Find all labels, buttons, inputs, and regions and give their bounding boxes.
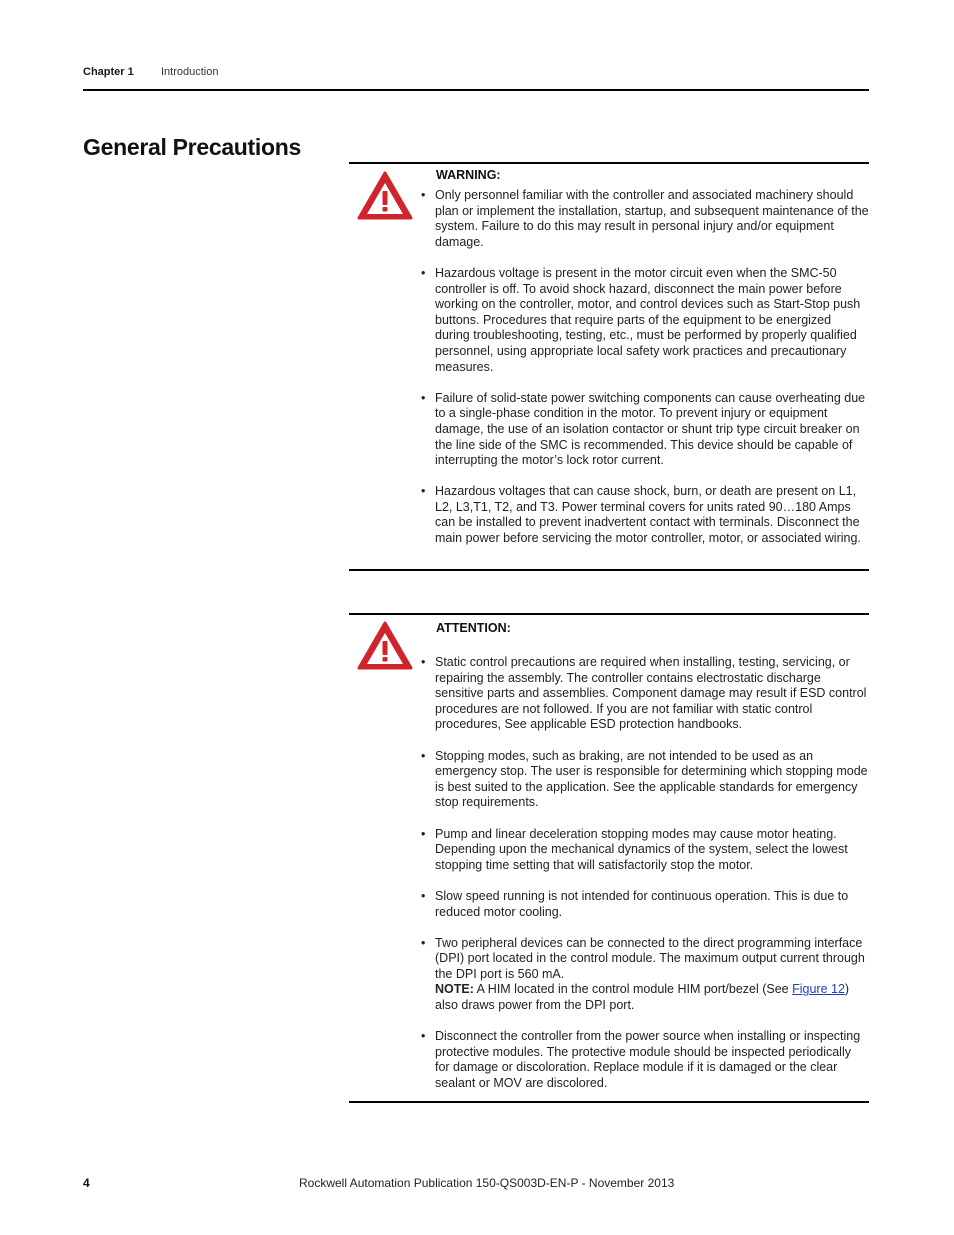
figure-12-link[interactable]: Figure 12: [792, 982, 845, 997]
warning-item: • Only personnel familiar with the controller and associated machinery should plan or implement the installation, startup, and subsequent maintenance of the system. Failure to do this may result in personal injury and/or equipment damage.: [421, 188, 869, 249]
warning-triangle-icon: [357, 170, 413, 222]
note-text: A HIM located in the control module HIM port/bezel (See: [473, 982, 793, 997]
page-number: 4: [83, 1176, 90, 1190]
warning-notice: [349, 162, 869, 571]
note-text-end: ) also draws power from the DPI port.: [435, 982, 850, 1013]
warning-item: • Hazardous voltages that can cause shock, burn, or death are present on L1, L2, L3,T1, T2, and T3. Power terminal covers for units rated 90…180 Amps can be installed to prevent inadvertent contact with terminals. Disconnect the main power before servicing the motor controller, motor, or associated wiring.: [421, 484, 861, 546]
publication-info: Rockwell Automation Publication 150-QS003D-EN-P - November 2013: [299, 1176, 675, 1190]
header-divider: [83, 89, 869, 91]
warning-heading: WARNING:: [436, 168, 501, 182]
warning-item: • Hazardous voltage is present in the motor circuit even when the SMC-50 controller is off. To avoid shock hazard, disconnect the main power before working on the controller, motor, and control devices such as Start-Stop push buttons. Procedures that require parts of the equipment to be energized during troubleshooting, testing, etc., must be performed by properly qualified personnel, using appropriate local safety work practices and precautionary measures.: [421, 265, 861, 374]
attention-item: • Disconnect the controller from the power source when installing or inspecting protective modules. The protective module should be inspected periodically for damage or discoloration. Replace module if it is damaged or the clear sealant or MOV are discolored.: [421, 1029, 861, 1091]
attention-heading: ATTENTION:: [436, 621, 511, 635]
section-label: Introduction: [161, 66, 219, 78]
attention-item: • Pump and linear deceleration stopping modes may cause motor heating. Depending upon the mechanical dynamics of the system, select the lowest stopping time setting that will satisfactorily stop the motor.: [421, 826, 848, 872]
chapter-label: Chapter 1: [83, 66, 134, 78]
dpi-note: [435, 982, 869, 1013]
attention-list: [419, 655, 869, 1107]
warning-item: • Failure of solid-state power switching components can cause overheating due to a single-phase condition in the motor. To prevent injury or equipment damage, the use of an isolation contactor or shunt trip type circuit breaker on the line side of the SMC is recommended. This device should be capable of interrupting the motor’s lock rotor current.: [421, 390, 866, 468]
attention-item: • Slow speed running is not intended for continuous operation. This is due to reduced motor cooling.: [421, 888, 849, 919]
attention-notice: [349, 613, 869, 1103]
warning-list: [419, 188, 869, 562]
page-title: General Precautions: [83, 134, 301, 160]
attention-item: • Static control precautions are required when installing, testing, servicing, or repairing the assembly. The controller contains electrostatic discharge sensitive parts and assemblies. Component damage may result if ESD control procedures are not followed. If you are not familiar with static control procedures, See applicable ESD protection handbooks.: [421, 655, 867, 732]
note-label: NOTE:: [435, 982, 474, 997]
attention-item: • Two peripheral devices can be connected to the direct programming interface (DPI) port located in the control module. The maximum output current through the DPI port is 560 mA. NOTE: A HIM located in the control module HIM port/bezel (See Figure 12) also draws power from the DPI port.: [419, 936, 869, 1014]
attention-triangle-icon: [357, 620, 413, 672]
attention-item: • Stopping modes, such as braking, are not intended to be used as an emergency stop. The user is responsible for determining which stopping mode is best suited to the application. See the applicable standards for emergency stop requirements.: [421, 748, 868, 810]
